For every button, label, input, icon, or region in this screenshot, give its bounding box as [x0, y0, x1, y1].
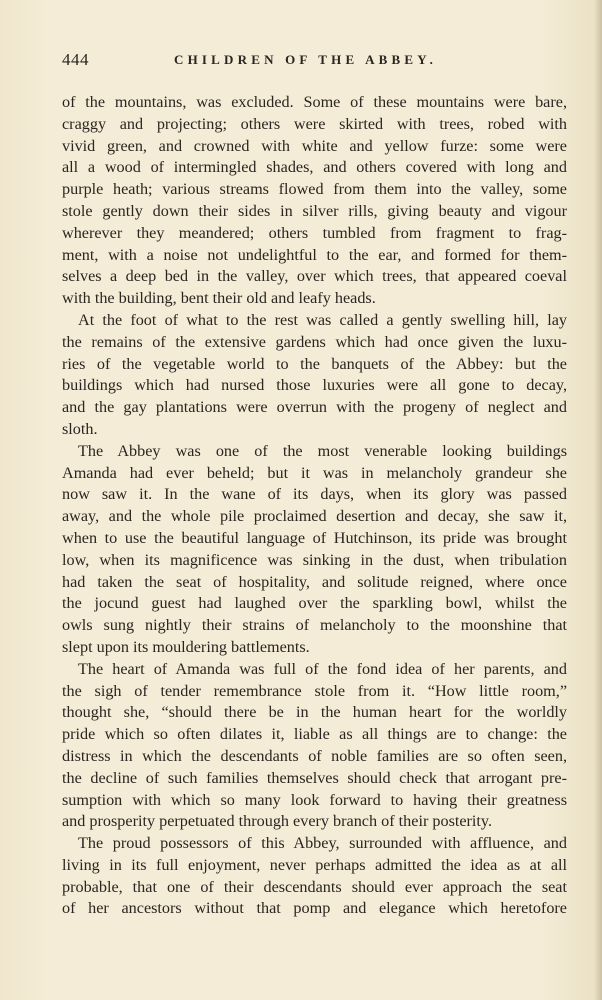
text-line: pride which so often dilates it, liable as all things are to change: the — [62, 725, 567, 744]
text-line: the decline of such families themselves should check that arrogant pre- — [62, 768, 567, 787]
page-number: 444 — [62, 50, 89, 69]
paragraph — [62, 310, 567, 441]
text-line: distress in which the descendants of noble families are so often seen, — [62, 746, 567, 765]
text-line: The heart of Amanda was full of the fond idea of her parents, and — [78, 659, 567, 678]
text-line: wherever they meandered; others tumbled from fragment to frag- — [62, 223, 567, 242]
text-line: vivid green, and crowned with white and yellow furze: some were — [62, 136, 567, 155]
text-line: The Abbey was one of the most venerable looking buildings — [78, 441, 567, 460]
text-line: and prosperity perpetuated through every branch of their posterity. — [62, 812, 493, 831]
text-line: slept upon its mouldering battlements. — [62, 637, 310, 656]
text-line: and the gay plantations were overrun with the progeny of neglect and — [62, 398, 567, 417]
text-line: with the building, bent their old and leafy heads. — [62, 289, 376, 308]
text-line: living in its full enjoyment, never perhaps admitted the idea as at all — [62, 855, 567, 874]
paragraph — [62, 833, 567, 920]
text-line: low, when its magnificence was sinking in the dust, when tribulation — [62, 550, 567, 569]
paragraph — [62, 92, 567, 310]
text-line: owls sung nightly their strains of melancholy to the moonshine that — [62, 616, 567, 635]
text-line: of her ancestors without that pomp and elegance which heretofore — [62, 899, 567, 918]
text-line: stole gently down their sides in silver rills, giving beauty and vigour — [62, 201, 567, 220]
text-line: all a wood of intermingled shades, and others covered with long and — [62, 158, 567, 177]
text-line: now saw it. In the wane of its days, when its glory was passed — [62, 485, 567, 504]
text-line: ries of the vegetable world to the banquets of the Abbey: but the — [62, 354, 567, 373]
text-line: of the mountains, was excluded. Some of these mountains were bare, — [62, 93, 567, 111]
text-line: had taken the seat of hospitality, and solitude reigned, where once — [62, 572, 567, 591]
text-line: selves a deep bed in the valley, over which trees, that appeared coeval — [62, 267, 567, 286]
text-line: ment, with a noise not undelightful to the ear, and formed for them- — [62, 245, 567, 264]
paragraph — [62, 659, 567, 833]
text-line: when to use the beautiful language of Hutchinson, its pride was brought — [62, 528, 567, 547]
text-line: probable, that one of their descendants should ever approach the seat — [62, 877, 567, 896]
text-line: purple heath; various streams flowed from them into the valley, some — [62, 180, 567, 199]
text-line: away, and the whole pile proclaimed desertion and decay, she saw it, — [62, 507, 567, 526]
text-line: thought she, “should there be in the human heart for the worldly — [62, 703, 567, 722]
page-edge-shadow — [594, 0, 602, 1000]
text-line: At the foot of what to the rest was called a gently swelling hill, lay — [78, 310, 567, 329]
text-line: the sigh of tender remembrance stole from it. “How little room,” — [62, 681, 567, 700]
running-title: CHILDREN OF THE ABBEY. — [174, 52, 438, 67]
text-line: the jocund guest had laughed over the sparkling bowl, whilst the — [62, 594, 567, 613]
text-line: the remains of the extensive gardens which had once given the luxu- — [62, 332, 567, 351]
page-header — [62, 50, 566, 70]
paragraph — [62, 441, 567, 659]
text-line: sloth. — [62, 419, 98, 438]
text-line: sumption with which so many look forward to having their greatness — [62, 790, 567, 809]
text-line: buildings which had nursed those luxuries were all gone to decay, — [62, 376, 567, 395]
body-text — [62, 92, 567, 920]
text-line: Amanda had ever beheld; but it was in melancholy grandeur she — [62, 463, 567, 482]
text-line: The proud possessors of this Abbey, surrounded with affluence, and — [78, 834, 567, 853]
text-line: craggy and projecting; others were skirted with trees, robed with — [62, 114, 567, 133]
